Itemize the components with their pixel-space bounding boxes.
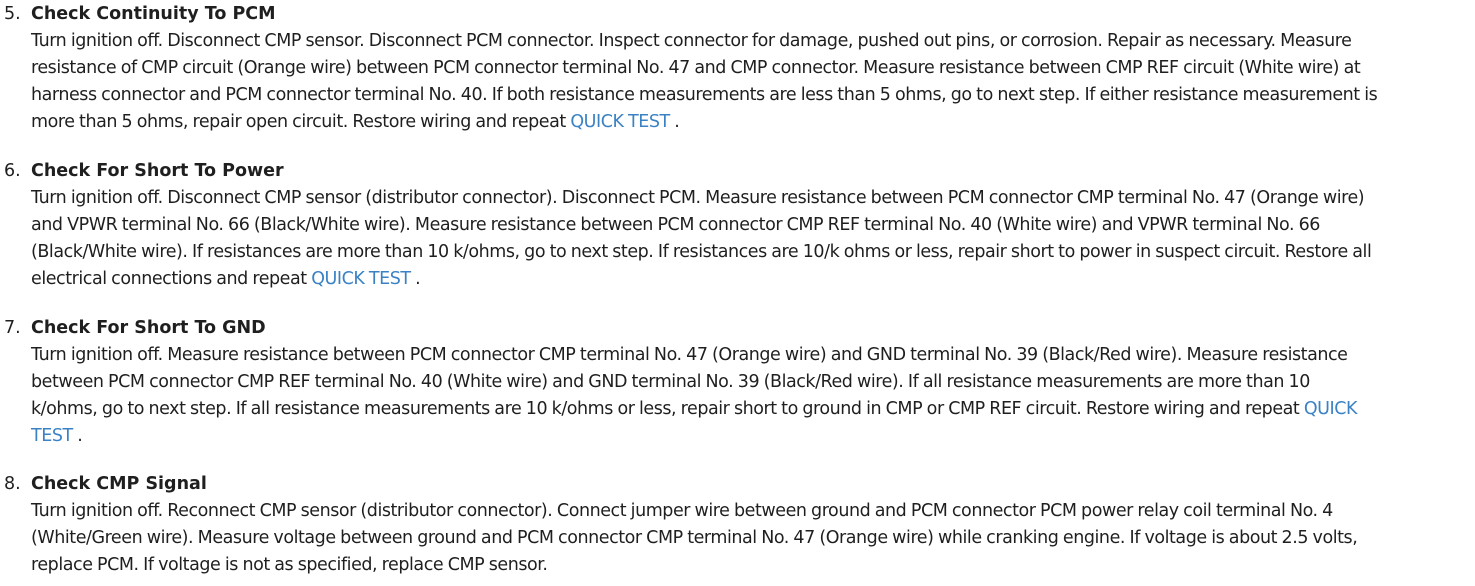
step-title: Check For Short To Power — [31, 161, 284, 181]
trailing-period: . — [72, 426, 83, 446]
step-text-line: harness connector and PCM connector terminal No. 40. If both resistance measurements are less than 5 ohms, go to next step. If either resistance measurement is — [31, 85, 1378, 105]
step-text-line: more than 5 ohms, repair open circuit. Restore wiring and repeat — [31, 112, 571, 132]
step-text-line: (White/Green wire). Measure voltage between ground and PCM connector CMP terminal No. 47 (Orange wire) while cranking engine. If voltage is about 2.5 volts, — [31, 528, 1358, 548]
step-number: 6. — [4, 161, 21, 181]
step-title: Check CMP Signal — [31, 474, 207, 494]
trailing-period: . — [669, 112, 680, 132]
step-text-line-with-link — [31, 396, 1475, 423]
trailing-period: . — [410, 269, 421, 289]
step-body — [31, 342, 1475, 450]
step-body — [31, 498, 1475, 579]
step-text-line: between PCM connector CMP REF terminal No. 40 (White wire) and GND terminal No. 39 (Black/Red wire). If all resistance measurements are more than 10 — [31, 372, 1310, 392]
step-title: Check Continuity To PCM — [31, 4, 276, 24]
quick-test-link[interactable]: QUICK TEST — [311, 269, 411, 289]
quick-test-link[interactable]: QUICK — [1303, 399, 1358, 419]
step-number: 8. — [4, 474, 21, 494]
step-text-line: Turn ignition off. Disconnect CMP sensor (distributor connector). Disconnect PCM. Measure resistance between PCM connector CMP terminal No. 47 (Orange wire) — [31, 188, 1365, 208]
step-text-line: electrical connections and repeat — [31, 269, 312, 289]
step-text-line: Turn ignition off. Measure resistance between PCM connector CMP terminal No. 47 (Orange wire) and GND terminal No. 39 (Black/Red wire). Measure resistance — [31, 345, 1348, 365]
step-text-line: Turn ignition off. Disconnect CMP sensor. Disconnect PCM connector. Inspect connector for damage, pushed out pins, or corrosion. Repair as necessary. Measure — [31, 31, 1352, 51]
step-text-line-last — [31, 266, 1475, 293]
step-body — [31, 185, 1475, 293]
step-text-line: k/ohms, go to next step. If all resistance measurements are 10 k/ohms or less, repair short to ground in CMP or CMP REF circuit. Restore wiring and repeat — [31, 399, 1304, 419]
step-number: 5. — [4, 4, 21, 24]
step-text-line: and VPWR terminal No. 66 (Black/White wire). Measure resistance between PCM connector CMP REF terminal No. 40 (White wire) and VPWR terminal No. 66 — [31, 215, 1320, 235]
quick-test-link[interactable]: TEST — [31, 426, 73, 446]
step-text-line: replace PCM. If voltage is not as specified, replace CMP sensor. — [31, 555, 548, 575]
step-text-line-last — [31, 109, 1475, 136]
step-title: Check For Short To GND — [31, 318, 266, 338]
step-text-line: Turn ignition off. Reconnect CMP sensor (distributor connector). Connect jumper wire between ground and PCM connector PCM power relay coil terminal No. 4 — [31, 501, 1333, 521]
step-number: 7. — [4, 318, 21, 338]
quick-test-link[interactable]: QUICK TEST — [570, 112, 670, 132]
step-text-line: (Black/White wire). If resistances are more than 10 k/ohms, go to next step. If resistances are 10/k ohms or less, repair short to power in suspect circuit. Restore all — [31, 242, 1372, 262]
step-text-line: resistance of CMP circuit (Orange wire) between PCM connector terminal No. 47 and CMP connector. Measure resistance between CMP REF circuit (White wire) at — [31, 58, 1361, 78]
step-text-line-last — [31, 423, 1475, 450]
step-body — [31, 28, 1475, 136]
